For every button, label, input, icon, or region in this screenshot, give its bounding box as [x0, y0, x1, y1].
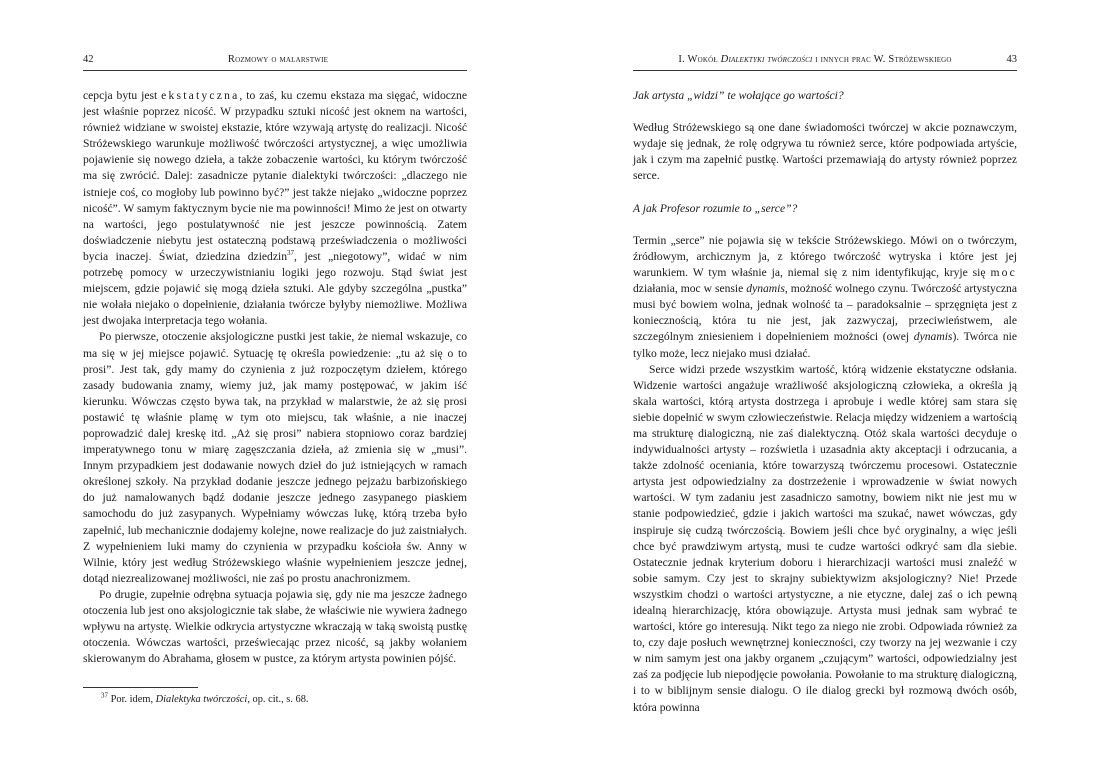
text-run: , op. cit., s. 68. [247, 694, 309, 705]
text-run: , możność wolnego czynu. Twórczość artystyczna musi być bowiem wolna, jednak wolność ta – paradoksalnie – sprzęgnięta jest z koniecznością, która tu nie jest, jak zazwyczaj, przeciwieństwem, ale szczególnym zniesieniem i dopełnieniem możności (owej [633, 282, 1017, 344]
paragraph: Po pierwsze, otoczenie aksjologiczne pustki jest takie, że niemal wskazuje, co ma się w jej miejsce pojawić. Sytuację tę określa powiedzenie: „tu aż się o to prosi”. Jest tak, gdy mamy do czynienia z już rozpoczętym dziełem, którego zasady budowania znamy, wiemy już, jak mamy postępować, w jakim iść kierunku. Wówczas często bywa tak, na przykład w malarstwie, że aż się prosi postawić tę właśnie plamę w tym oto miejscu, tak właśnie, a nie inaczej poprowadzić dalej kreskę itd. „Aż się prosi” nabiera stopniowo coraz bardziej imperatywnego tonu w miarę zagęszczania dzieła, aż zmienia się w „musi”. Innym przypadkiem jest dodawanie nowych dzieł do już istniejących w ramach określonej szkoły. Na przykład dodanie jeszcze jednego pejzażu barbizońskiego do już namalowanych bądź dodanie jeszcze jednego zasypanego piaskiem samochodu do już zasypanych. Wypełniamy wówczas lukę, którą trzeba było zapełnić, lub mechanicznie dodajemy kolejne, nowe realizacje do już zaistniałych. Z wypełnieniem luki mamy do czynienia w przypadku kościoła św. Anny w Wilnie, który jest według Stróżewskiego właśnie wypełnieniem jeszcze jednej, dotąd niezrealizowanej możliwości, nie zaś po prostu anachronizmem. [83, 330, 467, 585]
right-page-header [633, 52, 1017, 71]
interview-question: Jak artysta „widzi” te wołające go wartości? [633, 89, 844, 102]
text-run: I. Wokół [678, 54, 721, 65]
footnote-marker: 37 [287, 249, 295, 258]
text-run: , to zaś, ku czemu ekstaza ma sięgać, widoczne jest właśnie poprzez nicość. W przypadku sztuki nicość jest oknem na wartości, również widziane w swoistej ekstazie, które wzywają artystę do realizacji. Nicość Stróżewskiego warunkuje możliwość twórczości artystycznej, a więc umożliwia pojawienie się nowego dzieła, a także zobaczenie wartości, ku którym twórczość ma się zwrócić. Dalej: zasadnicze pytanie dialektyki twórczości: „dlaczego nie istnieje coś, co mogłoby lub powinno być?” jest także niejako „widoczne poprzez nicość”. W samym faktycznym bycie nie ma powinności! Mimo że jest on otwarty na wartości, jego postulatywność nie jest jeszcze powinnością. Zatem doświadczenie niebytu jest ostateczną podstawą przeświadczenia o możliwości bycia inaczej. Świat, dziedzina dziedzin [83, 89, 467, 263]
paragraph: Serce widzi przede wszystkim wartość, którą widzenie ekstatyczne odsłania. Widzenie wartości angażuje wrażliwość aksjologiczną człowieka, a określa ją skala wartości, którą artysta dostrzega i aprobuje i wedle której sam stara się siebie dopełnić w swym człowieczeństwie. Relacja między widzeniem a wartością ma strukturę dialogiczną, nie zaś dialektyczną. Otóż skala wartości decyduje o indywidualności artysty – rozświetla i uzasadnia akty akceptacji i odrzucania, a także zdolność oceniania, które towarzyszą twórczemu procesowi. Ostatecznie artysta jest odpowiedzialny za dostrzeżenie i wprowadzenie w świat nowych wartości. W tym zadaniu jest zasadniczo samotny, bowiem nikt nie jest mu w stanie podpowiedzieć, gdzie i jakich wartości ma szukać, nawet wówczas, gdy inspiruje się cudzą twórczością. Bowiem jeśli chce być oryginalny, a więc jeśli chce być prawdziwym artystą, musi te cudze wartości odkryć sam dla siebie. Ostatecznie jednak kryterium doboru i hierarchizacji wartości musi znaleźć w sobie samym. Czy jest to skrajny subiektywizm aksjologiczny? Nie! Przede wszystkim chodzi o wartości artystyczne, a nie etyczne, dalej zaś o ich pewną idealną hierarchizację, która obowiązuje. Artysta musi jednak sam wybrać te wartości, które go interesują. Nikt tego za niego nie zrobi. Odpowiada również za to, czy daje posłuch wewnętrznej konieczności, czy tworzy na jej wezwanie i czy w nim samym jest ona jakby organem „czującym” wartości, odpowiedzialny jest zaś za podjęcie lub niepodjęcie powołania. Powołanie to ma strukturę dialogiczną, i to w biblijnym sensie dialogu. O ile dialog grecki był rozmową dwóch osób, która powinna [633, 362, 1017, 714]
italic-term: dynamis [746, 282, 785, 296]
footnote-number: 37 [101, 691, 108, 700]
footnote-divider [83, 687, 198, 688]
text-run: Por. idem, [110, 694, 156, 705]
text-run: Termin „serce” nie pojawia się w tekście Stróżewskiego. Mówi on o twórczym, źródłowym, archicznym ja, z którego twórczość wytryska i które jest jej warunkiem. W tym właśnie ja, niemal się z nim identyfikując, kryje się [633, 233, 1017, 280]
italic-term: dynamis [913, 330, 953, 344]
book-title: Dialektyka twórczości [155, 694, 248, 705]
footnote [101, 693, 467, 706]
text-run: ). Twórca nie tylko może, lecz niejako musi działać. [633, 330, 1017, 360]
running-head: Rozmowy o malarstwie [227, 54, 329, 65]
left-page-header [83, 52, 467, 71]
left-page-body [83, 88, 467, 667]
book-title: Dialektyki twórczości [720, 54, 813, 65]
paragraph: Po drugie, zupełnie odrębna sytuacja pojawia się, gdy nie ma jeszcze żadnego otoczenia lub jest ono aksjologicznie tak słabe, że właściwie nie wywiera żadnego wpływu na artystę. Wielkie odkrycia artystyczne wkraczają w taką swoistą pustkę otoczenia. Wówczas wartości, przeświecając przez nicość, są jakby wołaniem skierowanym do Abrahama, głosem w pustce, za którym artysta powinien pójść. [83, 587, 467, 666]
spaced-word: ekstatyczna [161, 89, 240, 102]
paragraph: Według Stróżewskiego są one dane świadomości twórczej w akcie poznawczym, wydaje się jednak, że rolę odgrywa tu również serce, które podpowiada artyście, jak i czym ma zapełnić pustkę. Wartości przemawiają do artysty również poprzez serce. [633, 121, 1017, 183]
interview-question: A jak Profesor rozumie to „serce”? [633, 201, 798, 215]
running-head [633, 54, 997, 66]
text-run: , jest „niegotowy”, widać w nim potrzebę pomocy w urzeczywistnianiu logiki jego rozwoju. Stąd świat jest miejscem, gdzie pojawić się mogą dzieła sztuki. Ale gdyby szczególna „pustka” nie wołała niejako o dopełnienie, działania twórcze byłyby niemożliwe. Możliwa jest dwojaka interpretacja tego wołania. [83, 249, 468, 328]
text-run: cepcja bytu jest [83, 89, 162, 102]
paragraph [83, 88, 467, 329]
page-number: 43 [1006, 54, 1017, 65]
right-page-body [633, 88, 1017, 716]
paragraph [633, 233, 1017, 362]
page-number: 42 [83, 54, 94, 65]
spaced-word: moc [990, 266, 1017, 280]
text-run: i innych prac W. Stróżewskiego [812, 54, 952, 65]
text-run: działania, moc w sensie [633, 282, 747, 296]
